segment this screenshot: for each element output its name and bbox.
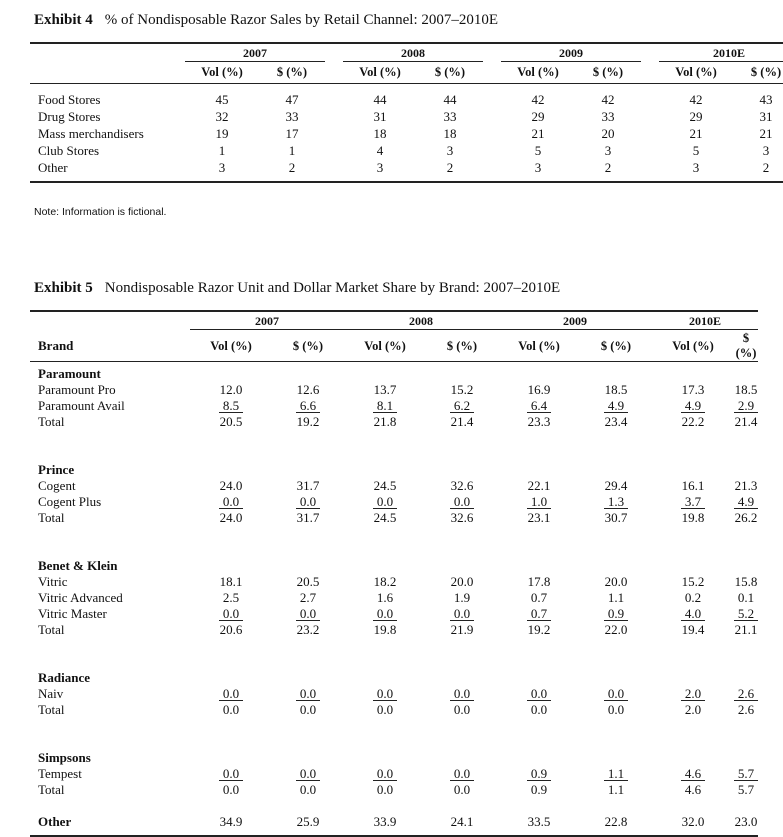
table-cell: 20.6: [219, 621, 243, 637]
table-cell: 3: [534, 159, 542, 175]
table-cell: 21.9: [450, 621, 474, 637]
table-cell: 2.6: [734, 686, 758, 702]
row-label: Vitric Advanced: [38, 589, 123, 605]
table-cell: 0.0: [272, 766, 344, 782]
table-cell: 20.0: [604, 573, 628, 589]
table-cell: 31.7: [296, 477, 320, 493]
exhibit-5-label: Exhibit 5: [34, 280, 93, 296]
table-cell: 3: [692, 159, 700, 175]
brand-group-title: Simpsons: [38, 749, 91, 765]
row-label: Other: [38, 159, 68, 175]
table-cell: 0.0: [426, 766, 498, 782]
table-row: [30, 414, 758, 430]
table-cell: 23.1: [527, 509, 551, 525]
table-cell: 5.7: [737, 781, 755, 797]
table-cell: 6.2: [426, 398, 498, 414]
table-row: [30, 510, 758, 526]
table-cell: 33: [285, 108, 299, 124]
table-cell: 4.6: [652, 766, 734, 782]
table-row: [30, 590, 758, 606]
table-cell: 45: [215, 91, 229, 107]
table-cell: 34.9: [219, 813, 243, 829]
dollar-header: $ (%): [426, 331, 498, 362]
table-cell: 5.7: [734, 766, 758, 782]
table-cell: 0.0: [344, 686, 426, 702]
table-cell: 1.0: [498, 494, 580, 510]
table-cell: 0.0: [222, 781, 240, 797]
table-cell: 0.9: [580, 606, 652, 622]
brand-group-title: Prince: [38, 461, 75, 477]
table-cell: 0.0: [453, 701, 471, 717]
year-header: 2009: [501, 43, 641, 63]
year-header: 2008: [343, 43, 483, 63]
exhibit-5-table: [30, 310, 758, 837]
table-cell: 17.8: [527, 573, 551, 589]
table-cell: 2.0: [684, 701, 702, 717]
table-cell: 1: [218, 142, 226, 158]
table-cell: 4.6: [684, 781, 702, 797]
table-cell: 19.4: [681, 621, 705, 637]
table-cell: 32.6: [450, 509, 474, 525]
table-row: [30, 142, 783, 159]
table-cell: 0.0: [190, 606, 272, 622]
table-row: [30, 622, 758, 638]
table-cell: 2.0: [652, 686, 734, 702]
table-cell: 19.8: [681, 509, 705, 525]
table-cell: 2.7: [299, 589, 317, 605]
table-cell: 21.3: [734, 477, 758, 493]
table-cell: 0.0: [190, 766, 272, 782]
table-cell: 5.2: [734, 606, 758, 622]
row-label: Tempest: [38, 765, 82, 781]
table-cell: 6.4: [498, 398, 580, 414]
table-cell: 22.2: [681, 413, 705, 429]
brand-group-title: Paramount: [38, 365, 101, 381]
table-cell: 31: [373, 108, 387, 124]
table-row: [30, 125, 783, 142]
table-row: [30, 782, 758, 798]
table-cell: 47: [285, 91, 299, 107]
table-row: [30, 702, 758, 718]
table-cell: 31.7: [296, 509, 320, 525]
table-cell: 20: [601, 125, 615, 141]
table-cell: 0.0: [299, 701, 317, 717]
table-row: [30, 686, 758, 702]
vol-header: Vol (%): [343, 63, 417, 83]
vol-header: Vol (%): [501, 63, 575, 83]
table-cell: 15.2: [681, 573, 705, 589]
table-cell: 2: [604, 159, 612, 175]
table-cell: 24.0: [219, 509, 243, 525]
table-cell: 29: [689, 108, 703, 124]
table-cell: 1.9: [453, 589, 471, 605]
table-cell: 12.0: [219, 381, 243, 397]
row-label: Food Stores: [38, 91, 101, 107]
row-label: Paramount Avail: [38, 397, 125, 413]
table-cell: 15.8: [734, 573, 758, 589]
table-cell: 24.5: [373, 509, 397, 525]
row-label: Total: [38, 701, 65, 717]
table-cell: 1.1: [607, 781, 625, 797]
table-cell: 1.1: [580, 766, 652, 782]
row-label: Cogent: [38, 477, 76, 493]
table-cell: 1: [288, 142, 296, 158]
year-header: 2010E: [652, 311, 758, 331]
exhibit-5-title: [34, 280, 560, 297]
table-cell: 22.0: [604, 621, 628, 637]
dollar-header: $ (%): [733, 63, 783, 83]
table-cell: 4: [376, 142, 384, 158]
table-cell: 4.9: [734, 494, 758, 510]
table-cell: 8.5: [190, 398, 272, 414]
table-cell: 0.9: [530, 781, 548, 797]
table-cell: 15.2: [450, 381, 474, 397]
table-cell: 1.3: [580, 494, 652, 510]
table-cell: 31: [759, 108, 773, 124]
table-cell: 18.5: [734, 381, 758, 397]
table-cell: 18: [373, 125, 387, 141]
table-cell: 22.8: [604, 813, 628, 829]
table-cell: 13.7: [373, 381, 397, 397]
table-cell: 2.9: [734, 398, 758, 414]
table-cell: 1.6: [376, 589, 394, 605]
table-cell: 0.0: [498, 686, 580, 702]
table-cell: 2: [446, 159, 454, 175]
table-cell: 21: [689, 125, 703, 141]
brand-header: Brand: [30, 331, 190, 362]
table-cell: 43: [759, 91, 773, 107]
table-cell: 23.3: [527, 413, 551, 429]
dollar-header: $ (%): [580, 331, 652, 362]
table-cell: 32.0: [681, 813, 705, 829]
table-cell: 0.0: [344, 766, 426, 782]
row-label: Total: [38, 621, 65, 637]
table-cell: 21.8: [373, 413, 397, 429]
exhibit-4-title: [34, 12, 498, 29]
table-cell: 8.1: [344, 398, 426, 414]
table-cell: 25.9: [296, 813, 320, 829]
table-cell: 21.4: [450, 413, 474, 429]
table-cell: 32.6: [450, 477, 474, 493]
table-row: [30, 382, 758, 398]
table-cell: 12.6: [296, 381, 320, 397]
table-cell: 4.9: [580, 398, 652, 414]
table-cell: 1.1: [607, 589, 625, 605]
row-label: Total: [38, 781, 65, 797]
table-cell: 0.2: [684, 589, 702, 605]
table-row: [30, 91, 783, 108]
vol-header: Vol (%): [190, 331, 272, 362]
table-cell: 42: [531, 91, 545, 107]
dollar-header: $ (%): [735, 331, 757, 360]
table-row: [30, 574, 758, 590]
table-cell: 44: [373, 91, 387, 107]
exhibit-4-table: [30, 42, 783, 183]
vol-header: Vol (%): [659, 63, 733, 83]
dollar-header: $ (%): [272, 331, 344, 362]
row-label: Mass merchandisers: [38, 125, 144, 141]
row-label: Naiv: [38, 685, 64, 701]
table-cell: 19.8: [373, 621, 397, 637]
exhibit-4-heading: % of Nondisposable Razor Sales by Retail Channel: 2007–2010E: [104, 12, 499, 28]
table-cell: 24.1: [450, 813, 474, 829]
table-cell: 33.9: [373, 813, 397, 829]
table-cell: 0.0: [453, 781, 471, 797]
table-cell: 18.1: [219, 573, 243, 589]
table-cell: 44: [443, 91, 457, 107]
row-label: Cogent Plus: [38, 493, 102, 509]
table-cell: 17.3: [681, 381, 705, 397]
table-cell: 26.2: [734, 509, 758, 525]
table-cell: 3: [376, 159, 384, 175]
table-cell: 20.5: [296, 573, 320, 589]
table-cell: 6.6: [272, 398, 344, 414]
table-cell: 4.9: [652, 398, 734, 414]
table-cell: 42: [601, 91, 615, 107]
table-cell: 0.7: [530, 589, 548, 605]
table-cell: 21: [531, 125, 545, 141]
exhibit-5-heading: Nondisposable Razor Unit and Dollar Market Share by Brand: 2007–2010E: [104, 280, 561, 296]
table-row: [30, 108, 783, 125]
table-cell: 3.7: [652, 494, 734, 510]
year-header: 2007: [190, 311, 344, 331]
table-row: [30, 159, 783, 176]
table-row: [30, 494, 758, 510]
table-row: Other 34.9 25.9 33.9 24.1 33.5 22.8 32.0 23.0: [38, 813, 758, 829]
table-cell: 24.0: [219, 477, 243, 493]
table-cell: 0.0: [376, 781, 394, 797]
brand-group-title: Benet & Klein: [38, 557, 118, 573]
brand-group-title: Radiance: [38, 669, 90, 685]
table-cell: 17: [285, 125, 299, 141]
table-cell: 33: [601, 108, 615, 124]
table-row: [30, 478, 758, 494]
year-header: 2010E: [659, 43, 783, 63]
table-cell: 0.1: [737, 589, 755, 605]
table-cell: 23.0: [734, 813, 758, 829]
table-cell: 4.0: [652, 606, 734, 622]
table-cell: 42: [689, 91, 703, 107]
table-cell: 0.9: [498, 766, 580, 782]
table-cell: 0.0: [344, 606, 426, 622]
row-label: Vitric: [38, 573, 68, 589]
table-cell: 0.0: [607, 701, 625, 717]
table-cell: 0.0: [272, 494, 344, 510]
table-cell: 0.0: [580, 686, 652, 702]
table-cell: 20.5: [219, 413, 243, 429]
table-cell: 0.0: [426, 494, 498, 510]
table-cell: 0.0: [426, 686, 498, 702]
row-label: Paramount Pro: [38, 381, 116, 397]
row-label: Drug Stores: [38, 108, 101, 124]
table-cell: 0.0: [344, 494, 426, 510]
dollar-header: $ (%): [417, 63, 483, 83]
table-cell: 0.0: [426, 606, 498, 622]
year-header: 2008: [344, 311, 498, 331]
table-cell: 0.0: [190, 494, 272, 510]
table-cell: 20.0: [450, 573, 474, 589]
table-row: [30, 398, 758, 414]
note-text: Note: Information is fictional.: [34, 206, 167, 218]
table-cell: 0.0: [530, 701, 548, 717]
dollar-header: $ (%): [259, 63, 325, 83]
table-cell: 3: [604, 142, 612, 158]
row-label: Total: [38, 509, 65, 525]
vol-header: Vol (%): [652, 331, 734, 362]
table-cell: 0.0: [376, 701, 394, 717]
table-cell: 3: [446, 142, 454, 158]
table-cell: 2: [762, 159, 770, 175]
vol-header: Vol (%): [498, 331, 580, 362]
table-cell: 29: [531, 108, 545, 124]
table-cell: 2.6: [737, 701, 755, 717]
table-cell: 21: [759, 125, 773, 141]
table-cell: 21.4: [734, 413, 758, 429]
table-cell: 18.2: [373, 573, 397, 589]
table-row: [30, 606, 758, 622]
table-cell: 21.1: [734, 621, 758, 637]
row-label: Vitric Master: [38, 605, 107, 621]
vol-header: Vol (%): [344, 331, 426, 362]
table-cell: 32: [215, 108, 229, 124]
table-cell: 23.2: [296, 621, 320, 637]
table-cell: 22.1: [527, 477, 551, 493]
table-cell: 23.4: [604, 413, 628, 429]
table-cell: 5: [692, 142, 700, 158]
table-cell: 2.5: [222, 589, 240, 605]
table-cell: 29.4: [604, 477, 628, 493]
table-cell: 0.0: [222, 701, 240, 717]
table-cell: 3: [218, 159, 226, 175]
table-cell: 30.7: [604, 509, 628, 525]
table-cell: 2: [288, 159, 296, 175]
table-cell: 33: [443, 108, 457, 124]
table-cell: 19.2: [296, 413, 320, 429]
table-cell: 0.0: [299, 781, 317, 797]
row-label: Total: [38, 413, 65, 429]
table-cell: 19.2: [527, 621, 551, 637]
year-header: 2009: [498, 311, 652, 331]
table-cell: 3: [762, 142, 770, 158]
table-cell: 0.0: [272, 606, 344, 622]
table-cell: 18.5: [604, 381, 628, 397]
table-cell: 24.5: [373, 477, 397, 493]
table-cell: 18: [443, 125, 457, 141]
vol-header: Vol (%): [185, 63, 259, 83]
table-cell: 16.1: [681, 477, 705, 493]
table-cell: 0.7: [498, 606, 580, 622]
dollar-header: $ (%): [575, 63, 641, 83]
table-cell: 16.9: [527, 381, 551, 397]
year-header: 2007: [185, 43, 325, 63]
table-cell: 0.0: [190, 686, 272, 702]
row-label: Club Stores: [38, 142, 100, 158]
table-cell: 5: [534, 142, 542, 158]
table-cell: 0.0: [272, 686, 344, 702]
table-row: [30, 766, 758, 782]
table-cell: 19: [215, 125, 229, 141]
exhibit-4-label: Exhibit 4: [34, 12, 93, 28]
table-cell: 33.5: [527, 813, 551, 829]
